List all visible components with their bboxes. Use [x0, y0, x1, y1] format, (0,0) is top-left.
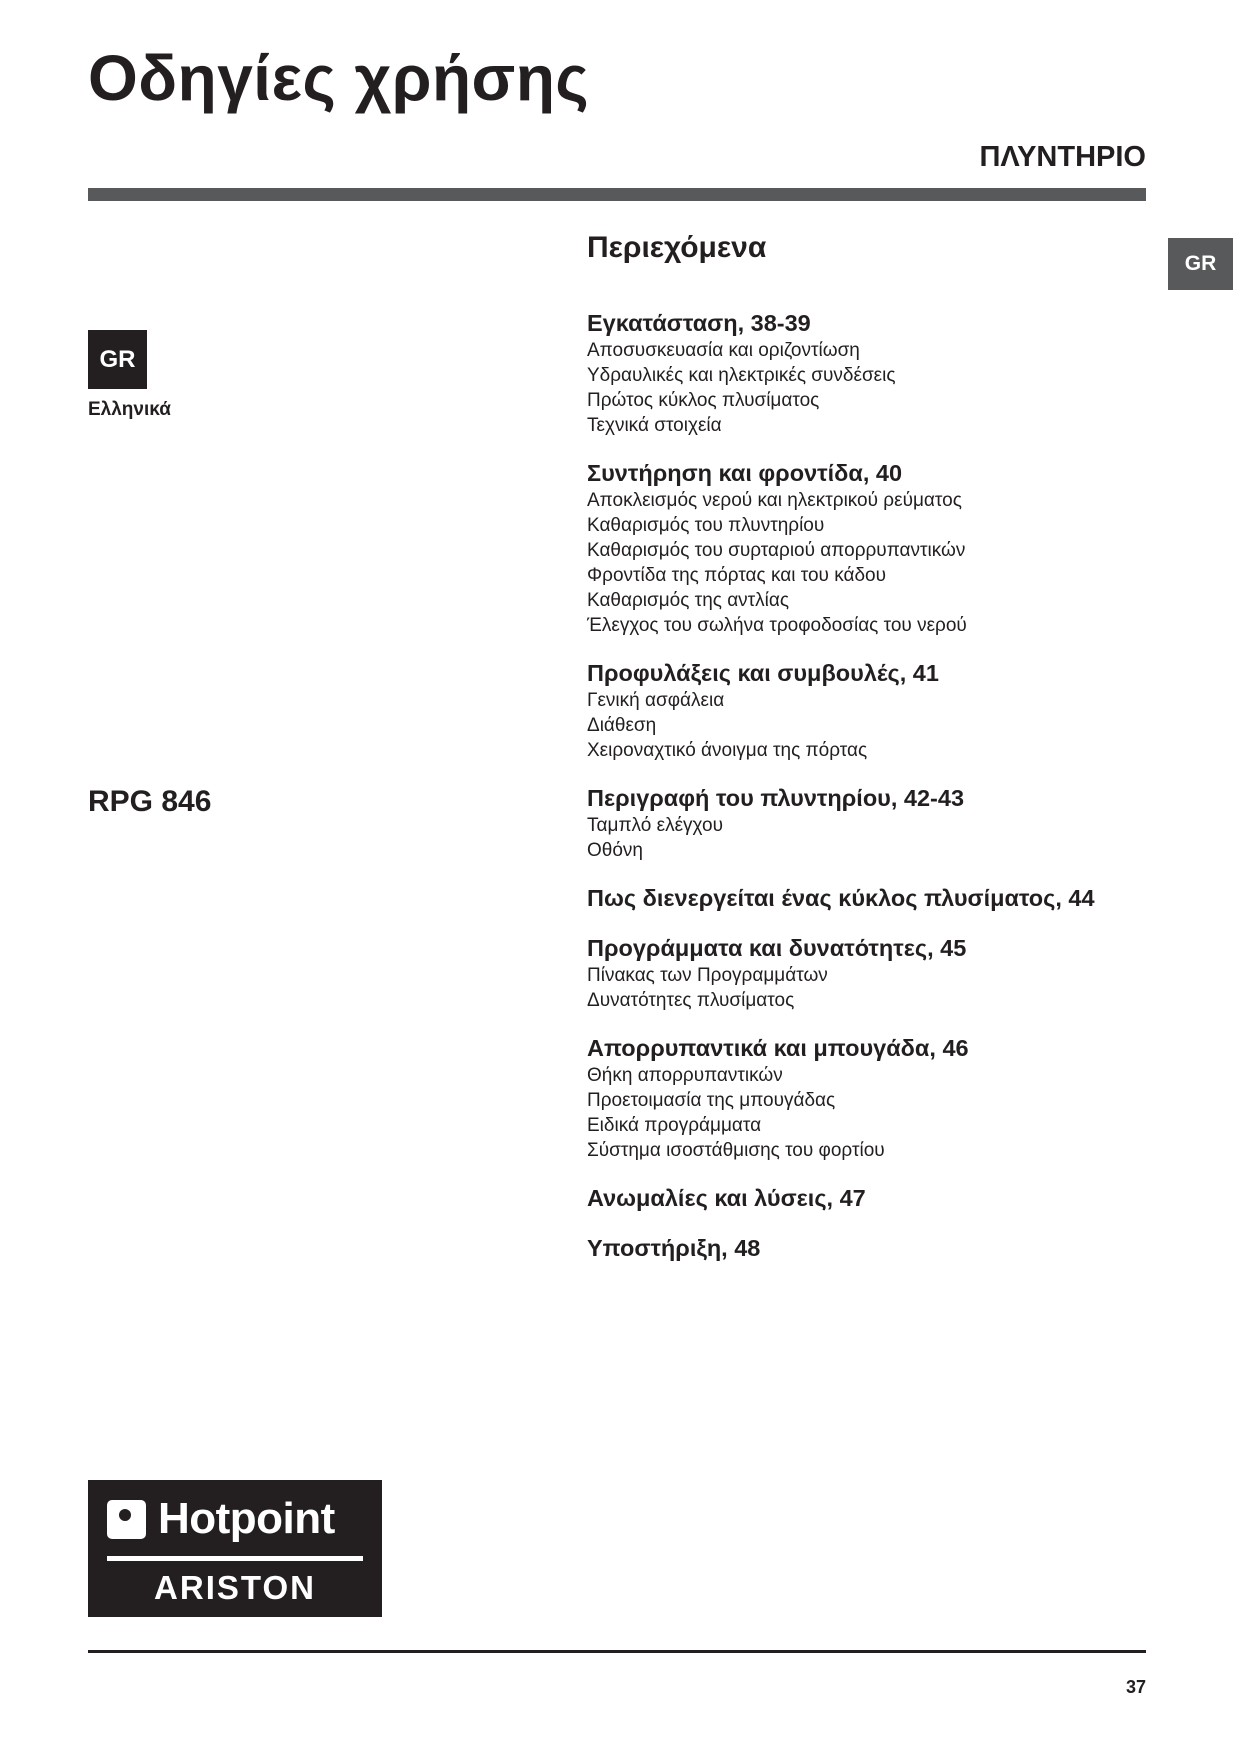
header-rule: [88, 188, 1146, 201]
toc-item: Ειδικά προγράμματα: [587, 1115, 762, 1136]
toc-item: Καθαρισμός της αντλίας: [587, 590, 790, 611]
toc-item-list: [587, 813, 1147, 863]
brand-mark-icon: [107, 1500, 146, 1539]
toc-item: Θήκη απορρυπαντικών: [587, 1065, 783, 1086]
toc-item: Γενική ασφάλεια: [587, 690, 725, 711]
toc-section: [587, 783, 1147, 863]
toc-item: Δυνατότητες πλυσίματος: [587, 990, 795, 1011]
toc-item: Φροντίδα της πόρτας και του κάδου: [587, 565, 886, 586]
toc-item: Πρώτος κύκλος πλυσίματος: [587, 390, 820, 411]
toc-item-list: [587, 688, 1147, 763]
model-number: RPG 846: [88, 785, 212, 818]
toc-item: Ταμπλό ελέγχου: [587, 815, 723, 836]
toc-item: Τεχνικά στοιχεία: [587, 415, 722, 436]
toc-section: [587, 1033, 1147, 1163]
toc-item: Προετοιμασία της μπουγάδας: [587, 1090, 836, 1111]
toc-item: Διάθεση: [587, 715, 657, 736]
toc-section-title: Εγκατάσταση, 38-39: [587, 310, 811, 336]
language-code-badge: GR: [88, 330, 147, 389]
toc-section: [587, 308, 1147, 438]
toc-section-title: Προγράμματα και δυνατότητες, 45: [587, 935, 967, 961]
toc-item-list: [587, 963, 1147, 1013]
hotpoint-ariston-logo: [88, 1480, 382, 1617]
footer-rule: [88, 1650, 1146, 1653]
toc-section-title: Πως διενεργείται ένας κύκλος πλυσίματος, 44: [587, 885, 1095, 911]
product-type-label: ΠΛΥΝΤΗΡΙΟ: [979, 141, 1146, 173]
language-side-tab: GR: [1168, 238, 1233, 290]
toc-item: Καθαρισμός του συρταριού απορρυπαντικών: [587, 540, 966, 561]
page-title: Οδηγίες χρήσης: [88, 42, 590, 114]
toc-item: Πίνακας των Προγραμμάτων: [587, 965, 828, 986]
language-name: Ελληνικά: [88, 399, 171, 420]
toc-section-title: Συντήρηση και φροντίδα, 40: [587, 460, 903, 486]
logo-divider: [107, 1556, 363, 1561]
logo-brand-line1: Hotpoint: [158, 1494, 335, 1543]
toc-heading: Περιεχόμενα: [587, 231, 767, 264]
toc-section: [587, 933, 1147, 1013]
toc-item: Καθαρισμός του πλυντηρίου: [587, 515, 825, 536]
toc-item-list: [587, 488, 1147, 638]
page-number: 37: [1125, 1677, 1146, 1697]
toc-item: Αποσυσκευασία και οριζοντίωση: [587, 340, 860, 361]
toc-section-title: Απορρυπαντικά και μπουγάδα, 46: [587, 1035, 969, 1061]
logo-brand-line2: ARISTON: [154, 1569, 316, 1606]
toc-section-title: Περιγραφή του πλυντηρίου, 42-43: [587, 785, 965, 811]
toc-item: Σύστημα ισοστάθμισης του φορτίου: [587, 1140, 885, 1161]
toc-section: [587, 1233, 1147, 1263]
toc-item: Υδραυλικές και ηλεκτρικές συνδέσεις: [587, 365, 896, 386]
toc-item: Έλεγχος του σωλήνα τροφοδοσίας του νερού: [587, 615, 967, 636]
toc-item: Χειροναχτικό άνοιγμα της πόρτας: [587, 740, 868, 761]
toc-item: Οθόνη: [587, 840, 643, 861]
toc-section: [587, 458, 1147, 638]
toc-item-list: [587, 1063, 1147, 1163]
toc-item: Αποκλεισμός νερού και ηλεκτρικού ρεύματος: [587, 490, 962, 511]
table-of-contents: [587, 308, 1147, 1283]
toc-section: [587, 1183, 1147, 1213]
toc-section-title: Προφυλάξεις και συμβουλές, 41: [587, 660, 939, 686]
toc-section: [587, 883, 1147, 913]
toc-section-title: Ανωμαλίες και λύσεις, 47: [587, 1185, 866, 1211]
toc-section-title: Υποστήριξη, 48: [587, 1235, 761, 1261]
toc-item-list: [587, 338, 1147, 438]
toc-section: [587, 658, 1147, 763]
